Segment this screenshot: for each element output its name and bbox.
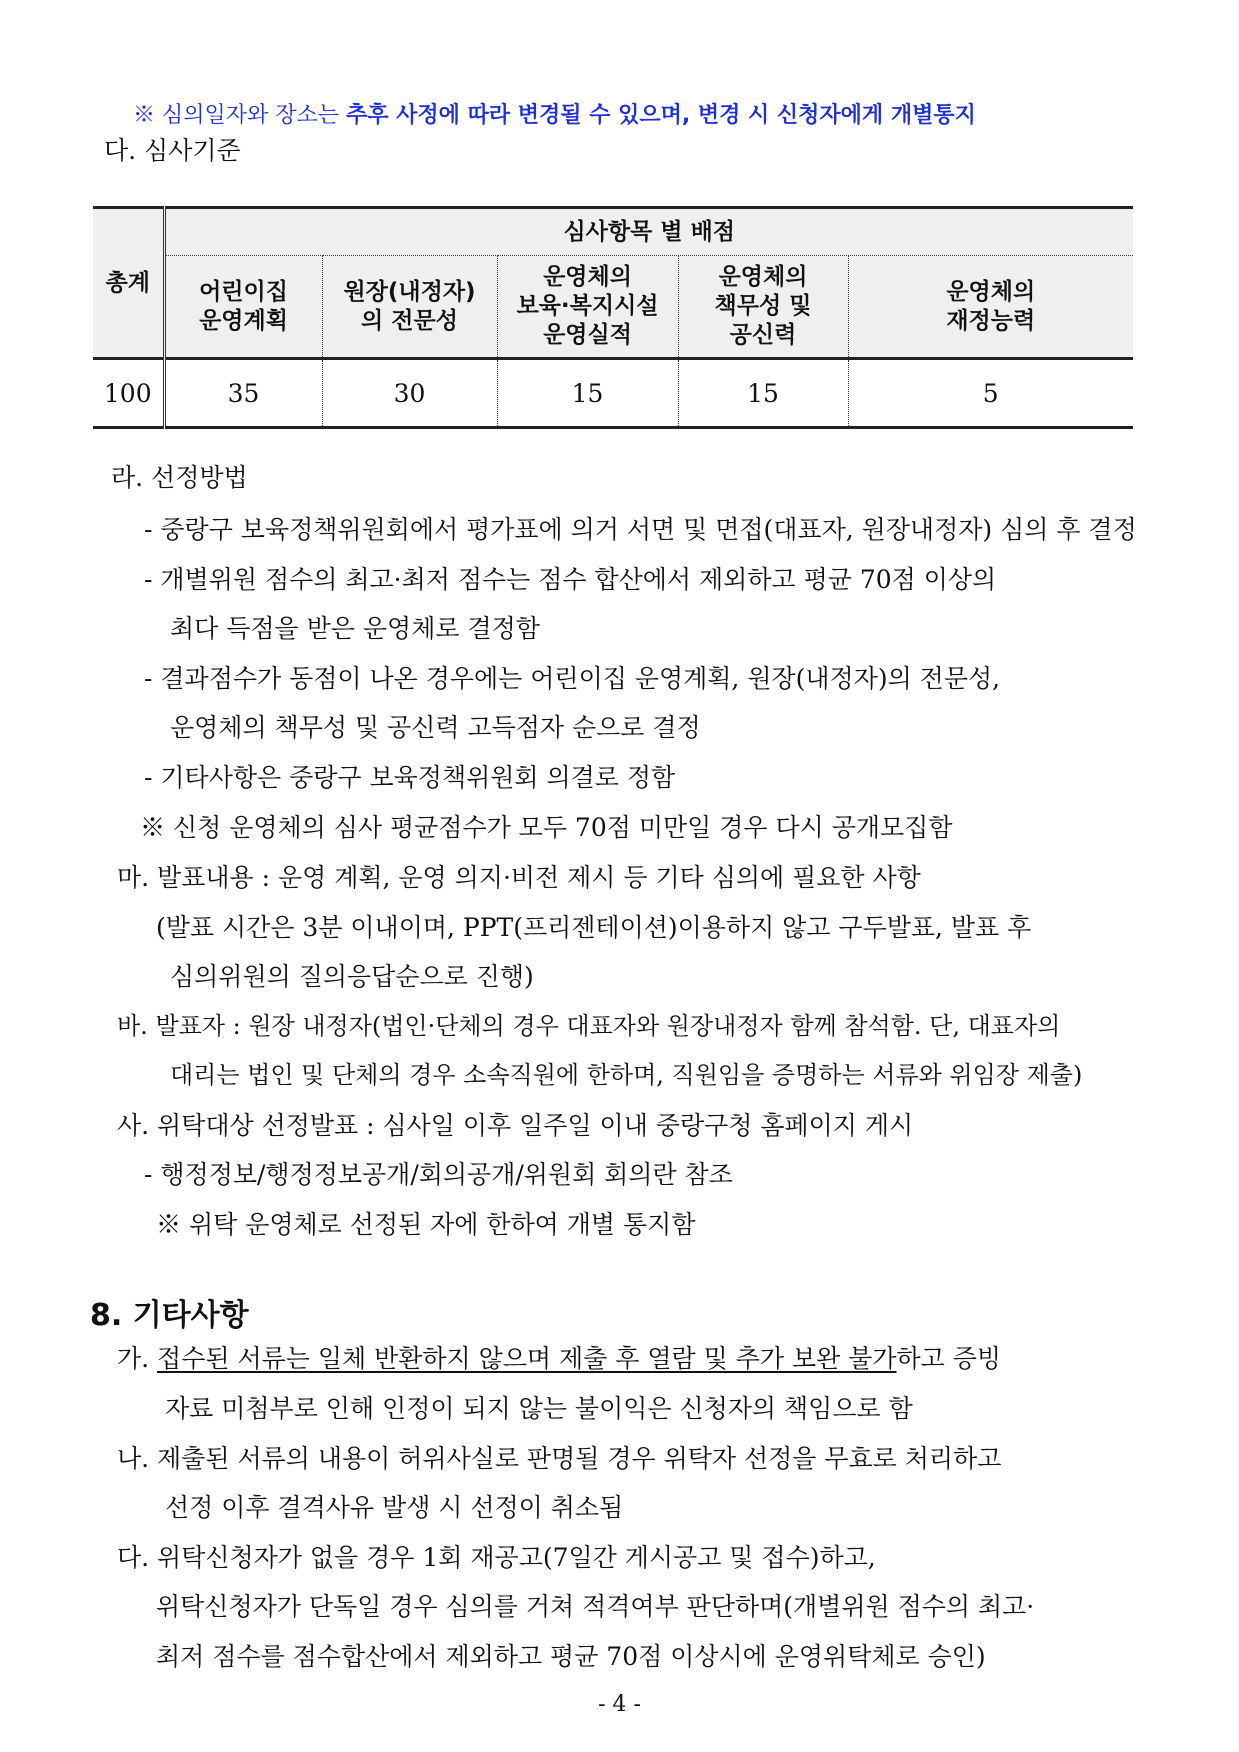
sa-note: ※ 위탁 운영체로 선정된 자에 한하여 개별 통지함 [156,1210,696,1239]
da-line-2: 위탁신청자가 단독일 경우 심의를 거쳐 적격여부 판단하며(개별위원 점수의 최고· [156,1592,1035,1621]
ba-line-1: 바. 발표자 : 원장 내정자(법인·단체의 경우 대표자와 원장내정자 함께 참석함. 단, 대표자의 [117,1012,1061,1040]
col-header-operation-record: 운영체의 보육·복지시설 운영실적 [497,256,678,359]
col-header-financial-capacity: 운영체의 재정능력 [848,256,1133,359]
ma-line-3: 심의위원의 질의응답순으로 진행) [170,962,534,991]
score-total: 100 [93,359,164,428]
total-header: 총계 [93,208,164,359]
notice-lead: ※ 심의일자와 장소는 [133,103,346,128]
ma-line-2: (발표 시간은 3분 이내이며, PPT(프리젠테이션)이용하지 않고 구두발표, 발표 후 [156,913,1032,942]
ra-bullet-3: - 결과점수가 동점이 나온 경우에는 어린이집 운영계획, 원장(내정자)의 전문성, [144,664,1001,693]
ra-bullet-4: - 기타사항은 중랑구 보육정책위원회 의결로 정함 [144,763,676,792]
page-number: - 4 - [598,1692,641,1717]
group-header: 심사항목 별 배점 [164,208,1133,256]
da-line-1: 다. 위탁신청자가 없을 경우 1회 재공고(7일간 게시공고 및 접수)하고, [117,1543,876,1572]
score-director-expertise: 30 [322,359,497,428]
notice-emphasis: 추후 사정에 따라 변경될 수 있으며, 변경 시 신청자에게 개별통지 [346,103,976,128]
score-daycare-plan: 35 [164,359,322,428]
ma-line-1: 마. 발표내용 : 운영 계획, 운영 의지·비전 제시 등 기타 심의에 필요한 사항 [117,863,921,892]
sa-line-1: 사. 위탁대상 선정발표 : 심사일 이후 일주일 이내 중랑구청 홈페이지 게시 [117,1111,914,1140]
ga-line-2: 자료 미첨부로 인해 인정이 되지 않는 불이익은 신청자의 책임으로 함 [165,1394,913,1423]
ga-line-1: 가. 접수된 서류는 일체 반환하지 않으며 제출 후 열람 및 추가 보완 불가하고 증빙 [117,1344,1002,1373]
na-line-1: 나. 제출된 서류의 내용이 허위사실로 판명될 경우 위탁자 선정을 무효로 처리하고 [117,1444,1002,1473]
da-line-3: 최저 점수를 점수합산에서 제외하고 평균 70점 이상시에 운영위탁체로 승인) [156,1642,986,1671]
ga-underlined: 접수된 서류는 일체 반환하지 않으며 제출 후 열람 및 추가 보완 불가 [157,1344,897,1373]
section-8-heading: 8. 기타사항 [90,1298,249,1333]
ra-bullet-1: - 중랑구 보육정책위원회에서 평가표에 의거 서면 및 면접(대표자, 원장내정자) 심의 후 결정 [144,515,1137,544]
ra-bullet-3-cont: 운영체의 책무성 및 공신력 고득점자 순으로 결정 [170,713,701,742]
score-accountability: 15 [678,359,848,428]
ra-note: ※ 신청 운영체의 심사 평균점수가 모두 70점 미만일 경우 다시 공개모집함 [140,813,953,842]
score-financial-capacity: 5 [848,359,1133,428]
section-ra-title: 라. 선정방법 [111,463,248,492]
na-line-2: 선정 이후 결격사유 발생 시 선정이 취소됨 [165,1493,624,1522]
ra-bullet-2: - 개별위원 점수의 최고·최저 점수는 점수 합산에서 제외하고 평균 70점 이상의 [144,565,997,594]
sa-line-2: - 행정정보/행정정보공개/회의공개/위원회 회의란 참조 [144,1160,733,1189]
col-header-director-expertise: 원장(내정자) 의 전문성 [322,256,497,359]
score-operation-record: 15 [497,359,678,428]
col-header-accountability: 운영체의 책무성 및 공신력 [678,256,848,359]
schedule-notice [133,98,976,132]
ra-bullet-2-cont: 최다 득점을 받은 운영체로 결정함 [170,614,540,643]
criteria-table [93,206,1133,429]
col-header-daycare-plan: 어린이집 운영계획 [164,256,322,359]
section-da-title: 다. 심사기준 [104,136,241,165]
ba-line-2: 대리는 법인 및 단체의 경우 소속직원에 한하며, 직원임을 증명하는 서류와 위임장 제출) [170,1061,1083,1089]
